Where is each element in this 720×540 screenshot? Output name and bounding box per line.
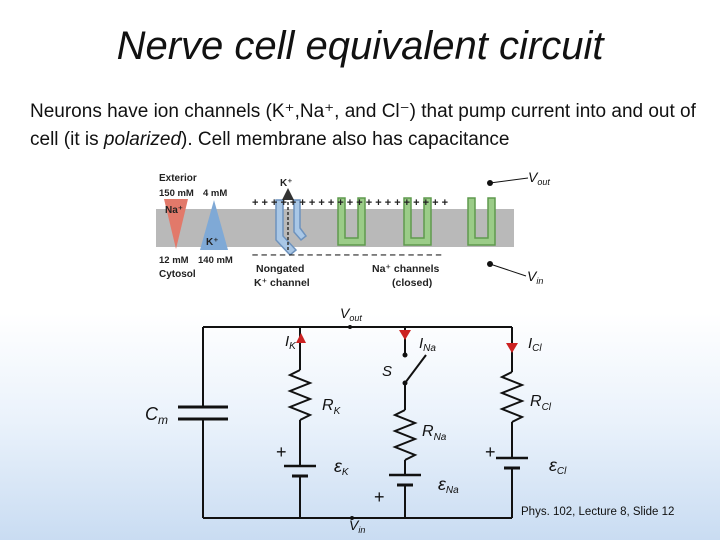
circuit bbox=[178, 327, 528, 518]
ina-label: $I_{Na}$ bbox=[419, 335, 436, 354]
intro-text-part2: ). Cell membrane also has capacitance bbox=[181, 129, 510, 150]
rcl-label: $R_{Cl}$ bbox=[530, 393, 552, 413]
switch-s-contact-top bbox=[403, 353, 408, 358]
cytosol-label: Cytosol bbox=[159, 269, 196, 280]
resistor-k bbox=[290, 370, 310, 420]
exterior-label: Exterior bbox=[159, 173, 197, 184]
vout-pointer-dot bbox=[487, 180, 493, 186]
conc-bottom-k: 140 mM bbox=[198, 255, 233, 266]
na-channels-label-1: Na⁺ channels bbox=[372, 263, 440, 275]
ek-label: εK bbox=[334, 456, 349, 478]
resistor-cl bbox=[502, 372, 522, 422]
plus-sign-na: + bbox=[374, 487, 385, 507]
plus-sign-k: + bbox=[276, 442, 287, 462]
intro-text-emphasis: polarized bbox=[103, 129, 182, 150]
cm-label: $C_m$ bbox=[145, 404, 168, 427]
switch-s-blade bbox=[405, 355, 426, 383]
k-triangle-label: K⁺ bbox=[206, 237, 219, 248]
vout-label-circuit: $V_{out}$ bbox=[340, 305, 362, 323]
negative-charge-row: – – – – – – – – – – – – – – – – – – – – – bbox=[252, 249, 442, 261]
conc-top-na: 150 mM bbox=[159, 188, 194, 199]
resistor-na bbox=[395, 410, 415, 460]
conc-top-k: 4 mM bbox=[203, 188, 228, 199]
ecl-label: εCl bbox=[549, 455, 567, 477]
vin-label-top: $V_{in}$ bbox=[527, 268, 544, 286]
intro-text-part1: Neurons have ion channels (K⁺,Na⁺, and Cl⁻) that pump current into and out of cell (it is bbox=[30, 101, 696, 150]
rk-label: $R_K$ bbox=[322, 397, 341, 417]
vout-label-top: $V_{out}$ bbox=[528, 169, 550, 187]
na-triangle-label: Na⁺ bbox=[165, 205, 184, 216]
vout-node-dot bbox=[348, 325, 352, 329]
switch-s-contact-bottom bbox=[403, 381, 408, 386]
icl-arrow-icon bbox=[506, 343, 518, 353]
slide-title: Nerve cell equivalent circuit bbox=[116, 24, 604, 68]
icl-label: $I_{Cl}$ bbox=[528, 335, 542, 354]
switch-s-label: S bbox=[382, 363, 393, 380]
vin-label-circuit: $V_{in}$ bbox=[349, 517, 366, 535]
k-channel-label-1: Nongated bbox=[256, 263, 305, 275]
na-channels-label-2: (closed) bbox=[392, 277, 433, 289]
ina-arrow-icon bbox=[399, 330, 411, 340]
membrane-figure bbox=[156, 170, 516, 292]
ena-label: εNa bbox=[438, 474, 459, 496]
vin-pointer-dot bbox=[487, 261, 493, 267]
rna-label: $R_{Na}$ bbox=[422, 423, 447, 443]
slide-footer: Phys. 102, Lecture 8, Slide 12 bbox=[521, 506, 675, 518]
positive-charge-row: + + + + + + + + + + + + + + + + + + + + + bbox=[252, 197, 449, 209]
k-arrow-label: K⁺ bbox=[280, 178, 293, 189]
conc-bottom-na: 12 mM bbox=[159, 255, 189, 266]
plus-sign-cl: + bbox=[485, 442, 496, 462]
k-channel-label-2: K⁺ channel bbox=[254, 277, 310, 289]
ik-arrow-icon bbox=[296, 333, 306, 343]
ik-label: $I_K$ bbox=[285, 333, 296, 352]
